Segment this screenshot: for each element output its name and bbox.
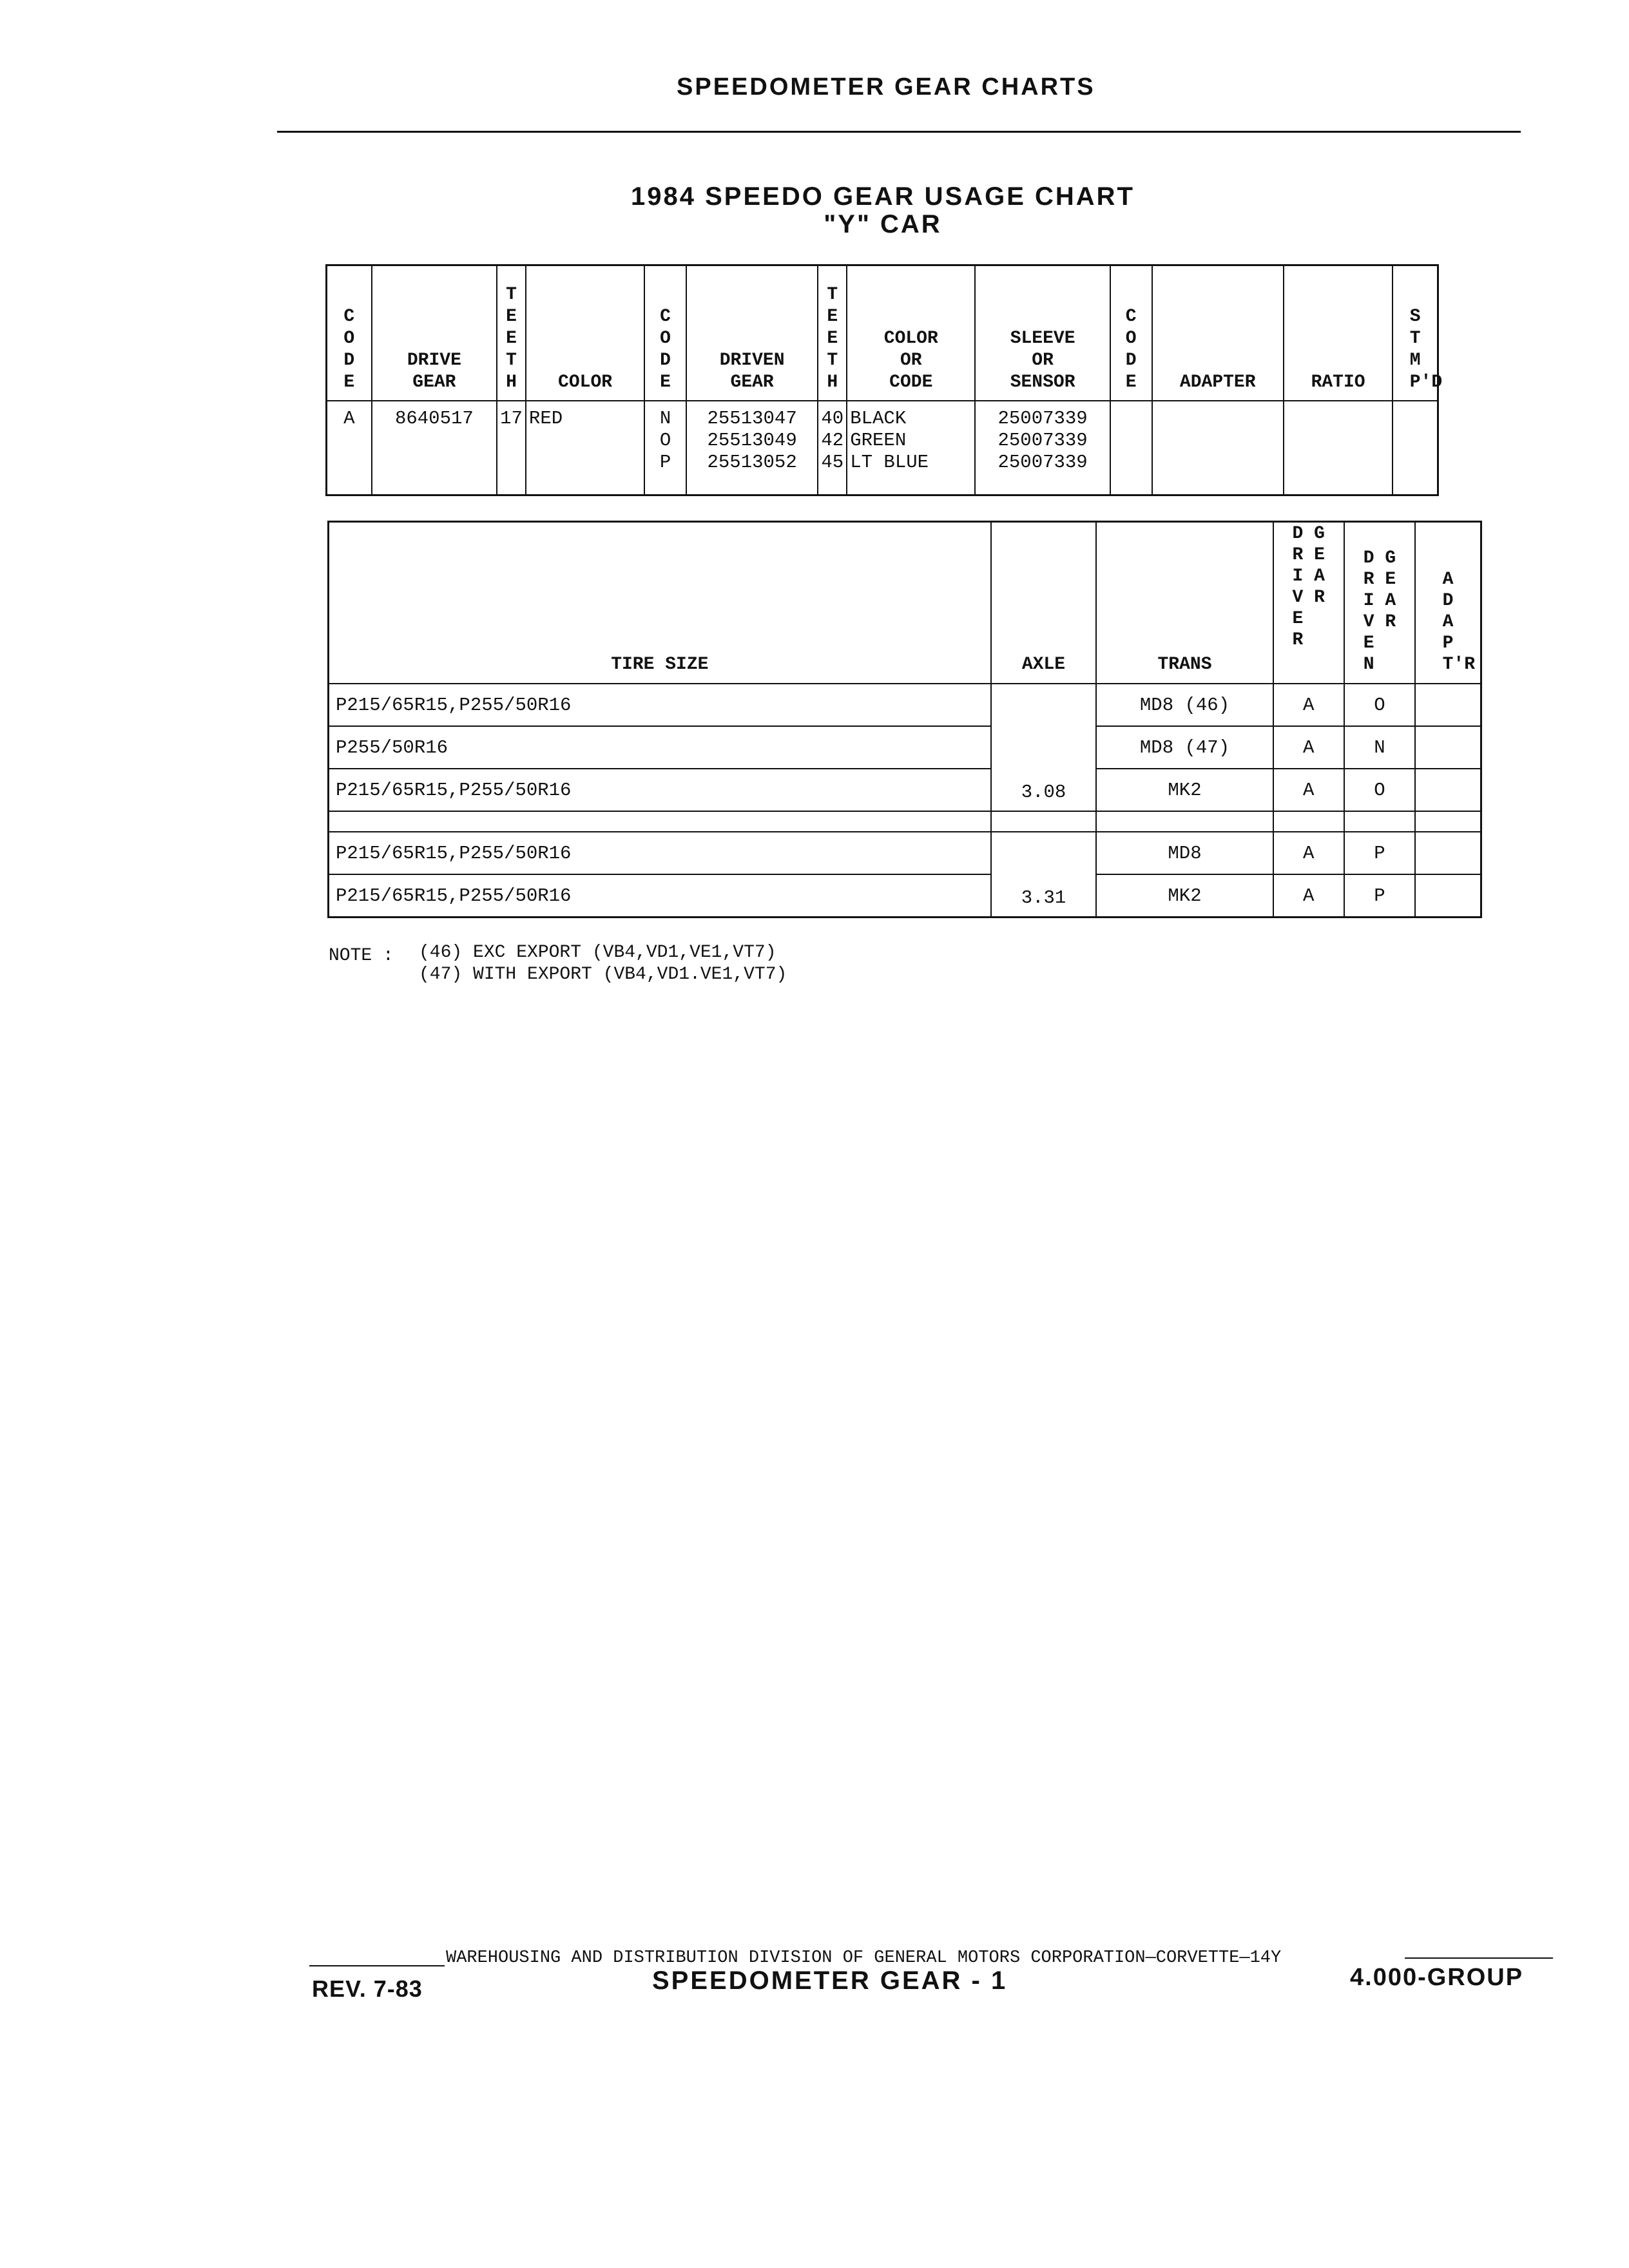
col-code-3: CODE [1110, 265, 1152, 401]
driven-cell: O [1344, 684, 1415, 726]
row-teeth: 17 [497, 401, 526, 495]
table-row [329, 874, 1481, 918]
col-drive-gear: DRIVE GEAR [372, 265, 497, 401]
driver-cell: A [1273, 832, 1344, 874]
footer-rule-left [309, 1965, 445, 1966]
adaptr-cell [1415, 769, 1481, 811]
col-trans: TRANS [1096, 522, 1273, 684]
driver-cell: A [1273, 769, 1344, 811]
col-code: CODE [327, 265, 372, 401]
col-teeth: TEETH [497, 265, 526, 401]
row-ratio [1284, 401, 1393, 495]
tire-cell: P215/65R15,P255/50R16 [329, 769, 991, 811]
col-axle: AXLE [991, 522, 1097, 684]
footer-rule-right [1405, 1957, 1553, 1959]
row-driven-codes: N O P [644, 401, 686, 495]
table-row [327, 401, 1438, 495]
axle-cell: 3.08 [991, 684, 1097, 811]
col-sleeve-or-sensor: SLEEVE OR SENSOR [975, 265, 1110, 401]
header-rule [277, 131, 1521, 133]
adaptr-cell [1415, 832, 1481, 874]
row-color: RED [526, 401, 644, 495]
footer-group: 4.000-GROUP [1350, 1964, 1524, 1991]
row-driven-colors: BLACK GREEN LT BLUE [847, 401, 975, 495]
table-row [329, 769, 1481, 811]
row-driven-gears: 25513047 25513049 25513052 [686, 401, 818, 495]
adaptr-cell [1415, 874, 1481, 918]
chart-title: 1984 SPEEDO GEAR USAGE CHART [631, 182, 1135, 211]
tire-cell: P215/65R15,P255/50R16 [329, 684, 991, 726]
driven-cell: P [1344, 874, 1415, 918]
table-row [329, 684, 1481, 726]
note-line-2: (47) WITH EXPORT (VB4,VD1.VE1,VT7) [419, 965, 787, 985]
trans-cell: MK2 [1096, 874, 1273, 918]
page-header: SPEEDOMETER GEAR CHARTS [677, 73, 1095, 101]
driver-cell: A [1273, 874, 1344, 918]
separator-row [329, 811, 1481, 832]
row-adapter [1152, 401, 1284, 495]
tire-cell: P215/65R15,P255/50R16 [329, 832, 991, 874]
col-adapter: ADAPTER [1152, 265, 1284, 401]
row-code: A [327, 401, 372, 495]
footer-rev: REV. 7-83 [312, 1975, 423, 2002]
chart-subtitle: "Y" CAR [824, 210, 942, 238]
row-code-3 [1110, 401, 1152, 495]
adaptr-cell [1415, 726, 1481, 769]
col-tire-size: TIRE SIZE [329, 522, 991, 684]
row-stmpd [1393, 401, 1438, 495]
col-driven-gear: DRIVEN GEAR [1344, 522, 1415, 684]
col-color-or-code: COLOR OR CODE [847, 265, 975, 401]
row-sleeves: 25007339 25007339 25007339 [975, 401, 1110, 495]
trans-cell: MK2 [1096, 769, 1273, 811]
col-teeth-2: TEETH [818, 265, 847, 401]
speedo-gear-table [325, 264, 1443, 496]
driver-cell: A [1273, 726, 1344, 769]
trans-cell: MD8 (47) [1096, 726, 1273, 769]
col-ratio: RATIO [1284, 265, 1393, 401]
note-label: NOTE : [329, 946, 394, 966]
tire-usage-table [327, 521, 1482, 918]
driven-cell: N [1344, 726, 1415, 769]
driven-cell: O [1344, 769, 1415, 811]
driver-cell: A [1273, 684, 1344, 726]
col-driver-gear: DRIVER GEAR [1273, 522, 1344, 684]
tire-cell: P215/65R15,P255/50R16 [329, 874, 991, 918]
row-driven-teeth: 40 42 45 [818, 401, 847, 495]
col-driven-gear: DRIVEN GEAR [686, 265, 818, 401]
trans-cell: MD8 [1096, 832, 1273, 874]
adaptr-cell [1415, 684, 1481, 726]
col-stmpd: STMP'D [1393, 265, 1438, 401]
table-row [329, 726, 1481, 769]
footer-publisher: WAREHOUSING AND DISTRIBUTION DIVISION OF GENERAL MOTORS CORPORATION—CORVETTE—14Y [446, 1948, 1282, 1968]
table-row [329, 832, 1481, 874]
note-line-1: (46) EXC EXPORT (VB4,VD1,VE1,VT7) [419, 943, 776, 963]
axle-cell: 3.31 [991, 832, 1097, 918]
footer-page-title: SPEEDOMETER GEAR - 1 [652, 1966, 1008, 1995]
driven-cell: P [1344, 832, 1415, 874]
col-adaptr: ADAPT'R [1415, 522, 1481, 684]
row-drive-gear: 8640517 [372, 401, 497, 495]
tire-cell: P255/50R16 [329, 726, 991, 769]
trans-cell: MD8 (46) [1096, 684, 1273, 726]
col-color: COLOR [526, 265, 644, 401]
col-code-2: CODE [644, 265, 686, 401]
